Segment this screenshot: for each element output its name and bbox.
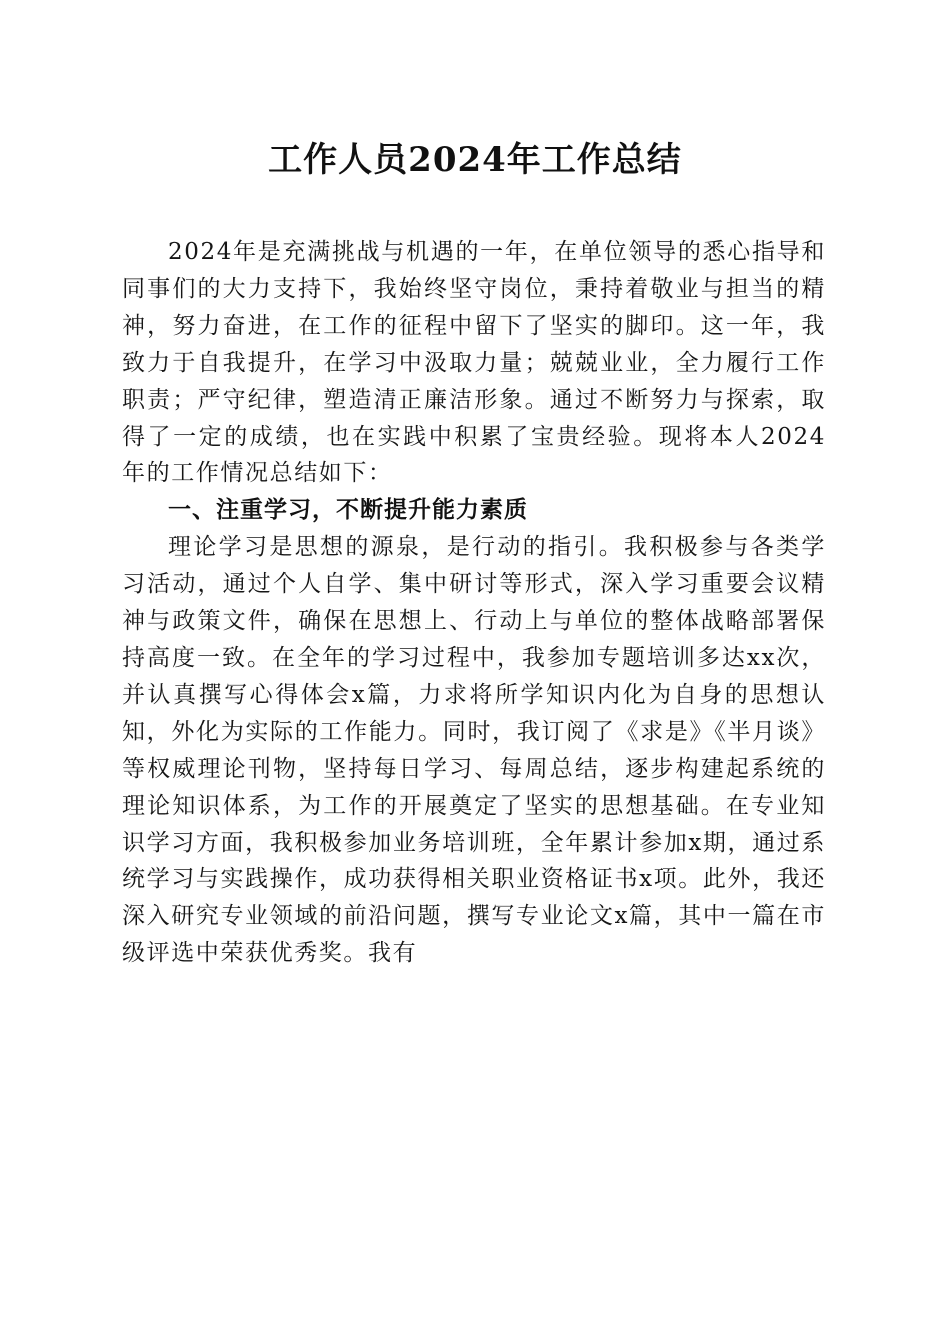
section-paragraph: 理论学习是思想的源泉，是行动的指引。我积极参与各类学习活动，通过个人自学、集中研讨等形式，深入学习重要会议精神与政策文件，确保在思想上、行动上与单位的整体战略部署保持高度一致。在全年的学习过程中，我参加专题培训多达xx次，并认真撰写心得体会x篇，力求将所学知识内化为自身的思想认知，外化为实际的工作能力。同时，我订阅了《求是》《半月谈》等权威理论刊物，坚持每日学习、每周总结，逐步构建起系统的理论知识体系，为工作的开展奠定了坚实的思想基础。在专业知识学习方面，我积极参加业务培训班，全年累计参加x期，通过系统学习与实践操作，成功获得相关职业资格证书x项。此外，我还深入研究专业领域的前沿问题，撰写专业论文x篇，其中一篇在市级评选中荣获优秀奖。我有 bbox=[122, 534, 826, 967]
section-heading: 一、注重学习，不断提升能力素质 bbox=[168, 497, 528, 524]
document-title: 工作人员2024年工作总结 bbox=[268, 140, 682, 180]
document-body bbox=[122, 234, 826, 972]
intro-paragraph: 2024年是充满挑战与机遇的一年，在单位领导的悉心指导和同事们的大力支持下，我始终坚守岗位，秉持着敬业与担当的精神，努力奋进，在工作的征程中留下了坚实的脚印。这一年，我致力于自我提升，在学习中汲取力量；兢兢业业，全力履行工作职责；严守纪律，塑造清正廉洁形象。通过不断努力与探索，取得了一定的成绩，也在实践中积累了宝贵经验。现将本人2024年的工作情况总结如下： bbox=[122, 239, 826, 487]
